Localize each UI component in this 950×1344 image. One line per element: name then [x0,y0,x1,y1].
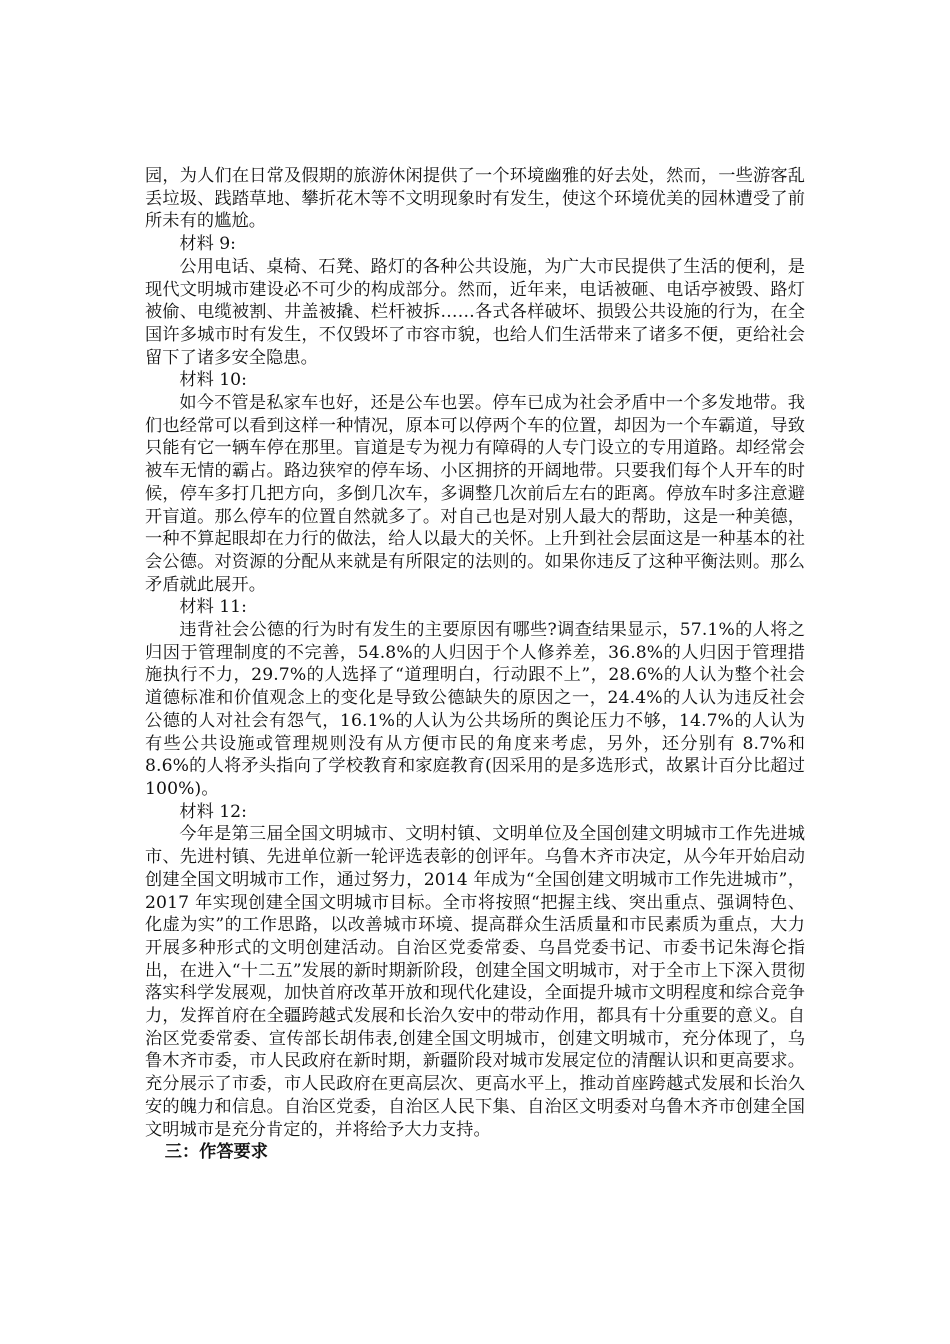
material-label: 材料 12: [179,801,247,822]
continuation-paragraph: 园，为人们在日常及假期的旅游休闲提供了一个环境幽雅的好去处，然而，一些游客乱丢垃圾、践踏草地、攀折花木等不文明现象时有发生，使这个环境优美的园林遭受了前所未有的尴尬。 [145,166,805,232]
material-10 [145,369,805,596]
material-paragraph: 公用电话、桌椅、石凳、路灯的各种公共设施，为广大市民提供了生活的便利，是现代文明城市建设必不可少的构成部分。然而，近年来，电话被砸、电话亭被毁、路灯被偷、电缆被割、井盖被撬、栏杆被拆……各式各样破坏、损毁公共设施的行为，在全国许多城市时有发生，不仅毁坏了市容市貌，也给人们生活带来了诸多不便，更给社会留下了诸多安全隐患。 [145,256,805,368]
material-label: 材料 11: [179,597,247,618]
material-label: 材料 9: [179,234,236,255]
section-heading: 三：作答要求 [164,1142,268,1163]
material-paragraph: 如今不管是私家车也好，还是公车也罢。停车已成为社会矛盾中一个多发地带。我们也经常可以看到这样一种情况，原本可以停两个车的位置，却因为一个车霸道，导致只能有它一辆车停在那里。盲道是专为视力有障碍的人专门设立的专用道路。却经常会被车无情的霸占。路边狭窄的停车场、小区拥挤的开阔地带。只要我们每个人开车的时候，停车多打几把方向，多倒几次车，多调整几次前后左右的距离。停放车时多注意避开盲道。那么停车的位置自然就多了。对自己也是对别人最大的帮助，这是一种美德，一种不算起眼却在力行的做法，给人以最大的关怀。上升到社会层面这是一种基本的社会公德。对资源的分配从来就是有所限定的法则的。如果你违反了这种平衡法则。那么矛盾就此展开。 [145,393,805,595]
material-12 [145,801,805,1142]
material-label: 材料 10: [179,370,247,391]
document-page [145,165,805,1164]
material-paragraph: 违背社会公德的行为时有发生的主要原因有哪些?调查结果显示，57.1%的人将之归因于管理制度的不完善，54.8%的人归因于个人修养差，36.8%的人归因于管理措施执行不力，29.7%的人选择了“道理明白，行动跟不上”，28.6%的人认为整个社会道德标准和价值观念上的变化是导致公德缺失的原因之一，24.4%的人认为违反社会公德的人对社会有怨气，16.1%的人认为公共场所的舆论压力不够，14.7%的人认为有些公共设施或管理规则没有从方便市民的角度来考虑，另外，还分别有 8.7%和 8.6%的人将矛头指向了学校教育和家庭教育(因采用的是多选形式，故累计百分比超过 100%)。 [145,620,805,799]
material-paragraph: 今年是第三届全国文明城市、文明村镇、文明单位及全国创建文明城市工作先进城市、先进村镇、先进单位新一轮评选表彰的创评年。乌鲁木齐市决定，从今年开始启动创建全国文明城市工作，通过努力，2014 年成为“全国创建文明城市工作先进城市”，2017 年实现创建全国文明城市目标。全市将按照“把握主线、突出重点、强调特色、化虚为实”的工作思路，以改善城市环境、提高群众生活质量和市民素质为重点，大力开展多种形式的文明创建活动。自治区党委常委、乌昌党委书记、市委书记朱海仑指出，在进入“十二五”发展的新时期新阶段，创建全国文明城市，对于全市上下深入贯彻落实科学发展观，加快首府改革开放和现代化建设，全面提升城市文明程度和综合竞争力，发挥首府在全疆跨越式发展和长治久安中的带动作用，都具有十分重要的意义。自治区党委常委、宣传部长胡伟表,创建全国文明城市，创建文明城市，充分体现了，乌鲁木齐市委，市人民政府在新时期，新疆阶段对城市发展定位的清醒认识和更高要求。充分展示了市委，市人民政府在更高层次、更高水平上，推动首座跨越式发展和长治久安的魄力和信息。自治区党委，自治区人民下集、自治区文明委对乌鲁木齐市创建全国文明城市是充分肯定的，并将给予大力支持。 [145,824,805,1140]
material-11 [145,596,805,800]
material-9 [145,233,805,369]
